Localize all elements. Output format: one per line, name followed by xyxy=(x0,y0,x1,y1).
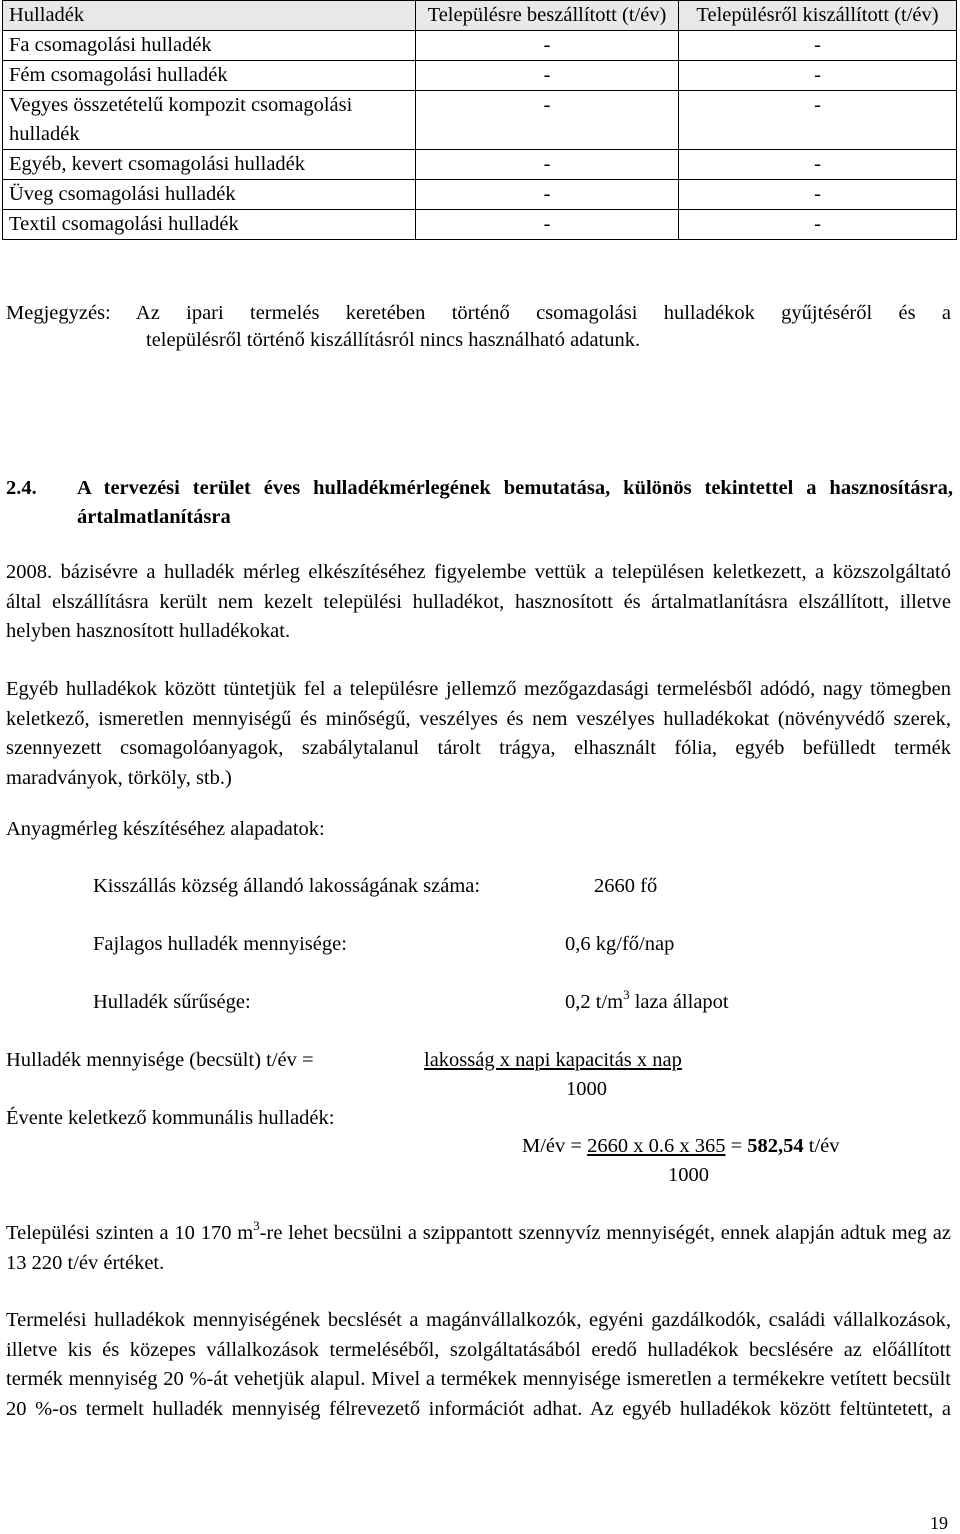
table-cell: - xyxy=(416,91,679,150)
paragraph-5 xyxy=(6,1219,951,1278)
p5-superscript: 3 xyxy=(253,1218,260,1233)
formula-label: Hulladék mennyisége (becsült) t/év = xyxy=(6,1049,314,1071)
table-cell: Textil csomagolási hulladék xyxy=(3,210,416,240)
annual-label: Évente keletkező kommunális hulladék: xyxy=(6,1107,335,1129)
header-kiszallitott: Településről kiszállított (t/év) xyxy=(679,1,957,31)
formula-numerator: lakosság x napi kapacitás x nap xyxy=(424,1049,682,1071)
table-row xyxy=(3,31,957,61)
paragraph-2: Egyéb hulladékok között tüntetjük fel a településre jellemző mezőgazdasági termelésből adódó, nagy tömegben keletkező, ismeretlen mennyiségű és minőségű, veszélyes és nem veszélyes hulladékokat (növényvédő szerek, szennyezett csomagolóanyagok, szabálytalanul tárolt trágya, elhasznált fólia, egyéb befülledt termék maradványok, törköly, stb.) xyxy=(6,678,951,789)
table-cell: - xyxy=(416,180,679,210)
header-hulladek: Hulladék xyxy=(3,1,416,31)
table-row xyxy=(3,210,957,240)
calculation xyxy=(522,1135,840,1158)
population-value: 2660 fő xyxy=(594,875,658,897)
population-label: Kisszállás község állandó lakosságának száma: xyxy=(93,875,481,897)
calc-denominator: 1000 xyxy=(668,1164,709,1186)
note-line-2: településről történő kiszállításról nincs használható adatunk. xyxy=(146,329,641,351)
table-row xyxy=(3,61,957,91)
table-cell: Üveg csomagolási hulladék xyxy=(3,180,416,210)
table-cell: - xyxy=(679,150,957,180)
table-cell: - xyxy=(416,61,679,91)
calc-result: 582,54 xyxy=(747,1135,804,1157)
density-value-main: 0,2 t/m xyxy=(565,991,624,1013)
waste-table xyxy=(2,0,957,240)
table-row xyxy=(3,91,957,150)
table-cell: - xyxy=(679,31,957,61)
calc-equals: = xyxy=(725,1135,748,1157)
table-row xyxy=(3,180,957,210)
table-cell: - xyxy=(416,31,679,61)
table-row xyxy=(3,150,957,180)
table-header-row xyxy=(3,1,957,31)
note-line-1: Megjegyzés: Az ipari termelés keretében történő csomagolási hulladékok gyűjtéséről és a xyxy=(6,302,951,324)
calc-numerator: 2660 x 0.6 x 365 xyxy=(587,1135,726,1157)
table-cell: - xyxy=(416,210,679,240)
table-cell: - xyxy=(679,210,957,240)
table-cell: Vegyes összetételű kompozit csomagolási hulladék xyxy=(3,91,416,150)
calc-prefix: M/év = xyxy=(522,1135,588,1157)
specific-waste-value: 0,6 kg/fő/nap xyxy=(565,933,675,955)
density-label: Hulladék sűrűsége: xyxy=(93,991,251,1013)
table-cell: - xyxy=(416,150,679,180)
paragraph-1: 2008. bázisévre a hulladék mérleg elkészítéséhez figyelembe vettük a településen keletkezett, a közszolgáltató által elszállításra került nem kezelt települési hulladékot, hasznosított és ártalmatlanításra elszállított, illetve helyben hasznosított hulladékokat. xyxy=(6,561,951,642)
density-value-suffix: laza állapot xyxy=(629,991,729,1013)
p5-text-b: -re lehet becsülni a szippantott szennyvíz mennyiségét, ennek alapján adtuk meg az 13 220 t/év értéket. xyxy=(6,1222,951,1274)
paragraph-6: Termelési hulladékok mennyiségének becslését a magánvállalkozók, egyéni gazdálkodók, családi vállalkozások, illetve kis és közepes vállalkozások termeléséből, szolgáltatásából eredő hulladékok becslésére az előállított termék mennyiség 20 %-át vehetjük alapul. Mivel a termékek mennyisége ismeretlen a termékekre vetített becsült 20 %-os termelt hulladék mennyiség félrevezető információt adhat. Az egyéb hulladékok között feltüntetett, a xyxy=(6,1309,951,1420)
density-superscript: 3 xyxy=(623,987,630,1002)
section-title: A tervezési terület éves hulladékmérlegének bemutatása, különös tekintettel a hasznosításra, ártalmatlanításra xyxy=(77,477,953,528)
specific-waste-label: Fajlagos hulladék mennyisége: xyxy=(93,933,347,955)
formula-denominator: 1000 xyxy=(566,1078,607,1100)
table-cell: Egyéb, kevert csomagolási hulladék xyxy=(3,150,416,180)
table-cell: - xyxy=(679,91,957,150)
basedata-intro: Anyagmérleg készítéséhez alapadatok: xyxy=(6,818,325,840)
table-cell: - xyxy=(679,180,957,210)
density-value xyxy=(565,987,729,1014)
table-cell: - xyxy=(679,61,957,91)
calc-unit: t/év xyxy=(803,1135,840,1157)
page-number: 19 xyxy=(930,1513,948,1533)
header-beszallitott: Településre beszállított (t/év) xyxy=(416,1,679,31)
section-number: 2.4. xyxy=(6,477,37,499)
table-cell: Fém csomagolási hulladék xyxy=(3,61,416,91)
table-cell: Fa csomagolási hulladék xyxy=(3,31,416,61)
p5-text-a: Települési szinten a 10 170 m xyxy=(6,1222,254,1244)
